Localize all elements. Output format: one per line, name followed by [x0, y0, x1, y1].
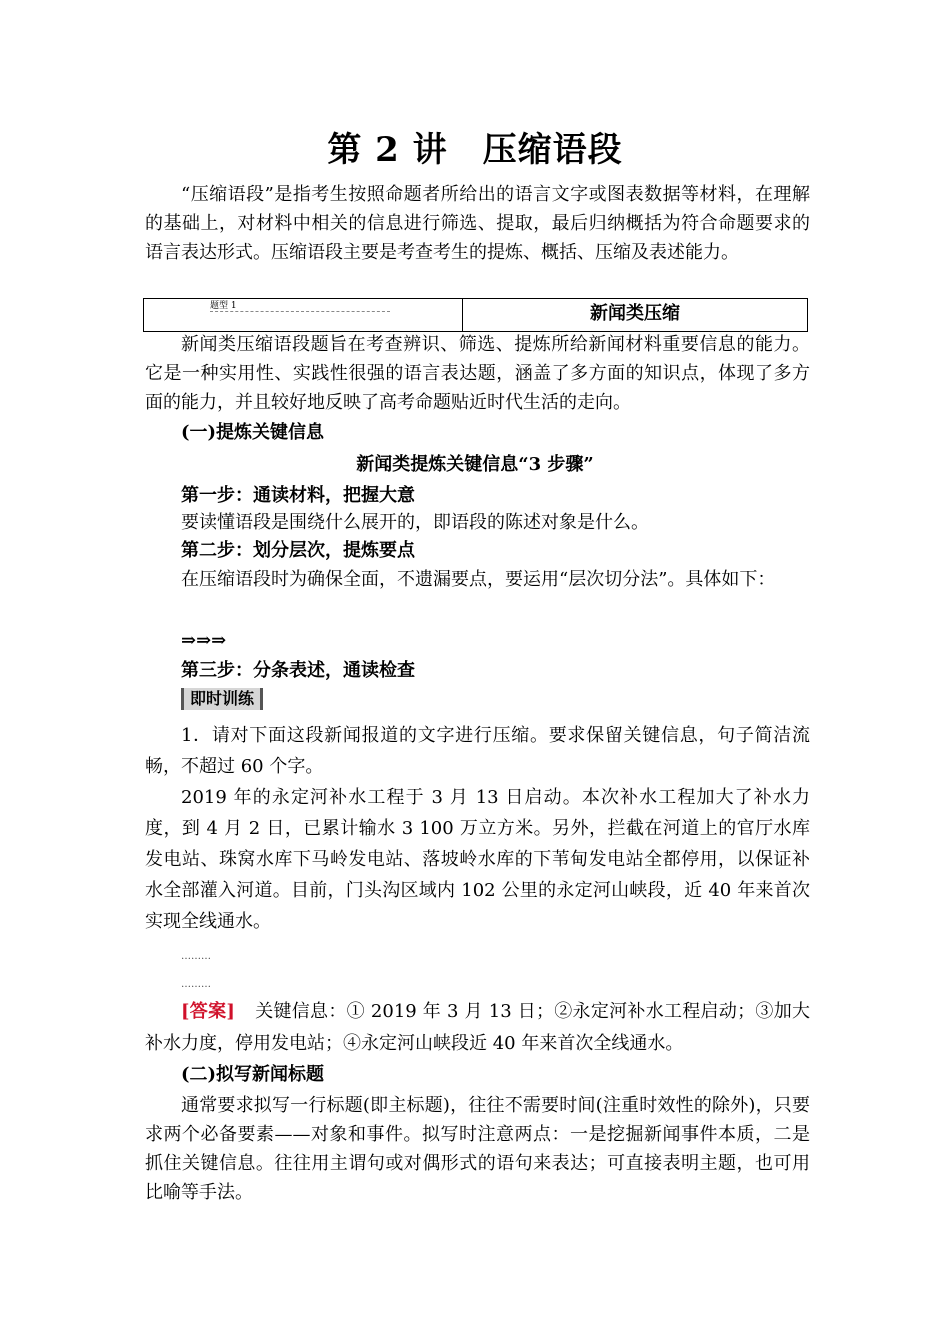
step2-text: 在压缩语段时为确保全面，不遗漏要点，要运用“层次切分法”。具体如下： — [181, 569, 776, 590]
answer-text: 关键信息：① 2019 年 3 月 13 日；②永定河补水工程启动；③加大补水力度，停用发电站；④永定河山峡段近 40 年来首次全线通水。 — [145, 1001, 810, 1054]
section-name: 新闻类压缩 — [590, 303, 680, 324]
steps-title: 新闻类提炼关键信息“3 步骤” — [356, 454, 594, 475]
question1-passage: 2019 年的永定河补水工程于 3 月 13 日启动。本次补水工程加大了补水力度，到 4 月 2 日，已累计输水 3 100 万立方米。另外，拦截在河道上的官厅水库发电站、珠窝水库下马岭发电站、落坡岭水库的下苇甸发电站全都停用，以保证补水全部灌入河道。目前，门头沟区域内 102 公里的永定河山峡段，近 40 年来首次实现全线通水。 — [145, 787, 810, 932]
answer-label: [答案] — [181, 1001, 235, 1022]
intro-paragraph: “压缩语段”是指考生按照命题者所给出的语言文字或图表数据等材料，在理解的基础上，对材料中相关的信息进行筛选、提取，最后归纳概括为符合命题要求的语言表达形式。压缩语段主要是考查考生的提炼、概括、压缩及表述能力。 — [145, 184, 810, 263]
step1-heading: 第一步：通读材料，把握大意 — [181, 485, 415, 506]
part2-text: 通常要求拟写一行标题(即主标题)，往往不需要时间(注重时效性的除外)，只要求两个必备要素——对象和事件。拟写时注意两点：一是挖掘新闻事件本质，二是抓住关键信息。往往用主谓句或对偶形式的语句来表达；可直接表明主题，也可用比喻等手法。 — [145, 1095, 810, 1203]
section-tag: 题型 1 — [210, 301, 390, 312]
section-intro-paragraph: 新闻类压缩语段题旨在考查辨识、筛选、提炼所给新闻材料重要信息的能力。它是一种实用性、实践性很强的语言表达题，涵盖了多方面的知识点，体现了多方面的能力，并且较好地反映了高考命题贴近时代生活的走向。 — [145, 334, 810, 413]
step1-text: 要读懂语段是围绕什么展开的，即语段的陈述对象是什么。 — [181, 512, 649, 533]
step3-heading: 第三步：分条表述，通读检查 — [181, 660, 415, 681]
section-tag-cell — [144, 299, 463, 331]
blank-line-2: ……… — [181, 979, 211, 990]
answer-paragraph — [145, 996, 810, 1060]
arrows: ⇒⇒⇒ — [181, 630, 227, 651]
part2-heading: (二)拟写新闻标题 — [181, 1064, 325, 1085]
part1-heading: (一)提炼关键信息 — [181, 422, 325, 443]
practice-badge: 即时训练 — [181, 688, 263, 710]
question1-prompt: 1．请对下面这段新闻报道的文字进行压缩。要求保留关键信息，句子简洁流畅，不超过 60 个字。 — [145, 725, 810, 777]
section-header-table — [143, 298, 808, 332]
blank-line-1: ……… — [181, 951, 211, 962]
page-title: 第 2 讲 压缩语段 — [327, 130, 623, 170]
step2-heading: 第二步：划分层次，提炼要点 — [181, 540, 415, 561]
